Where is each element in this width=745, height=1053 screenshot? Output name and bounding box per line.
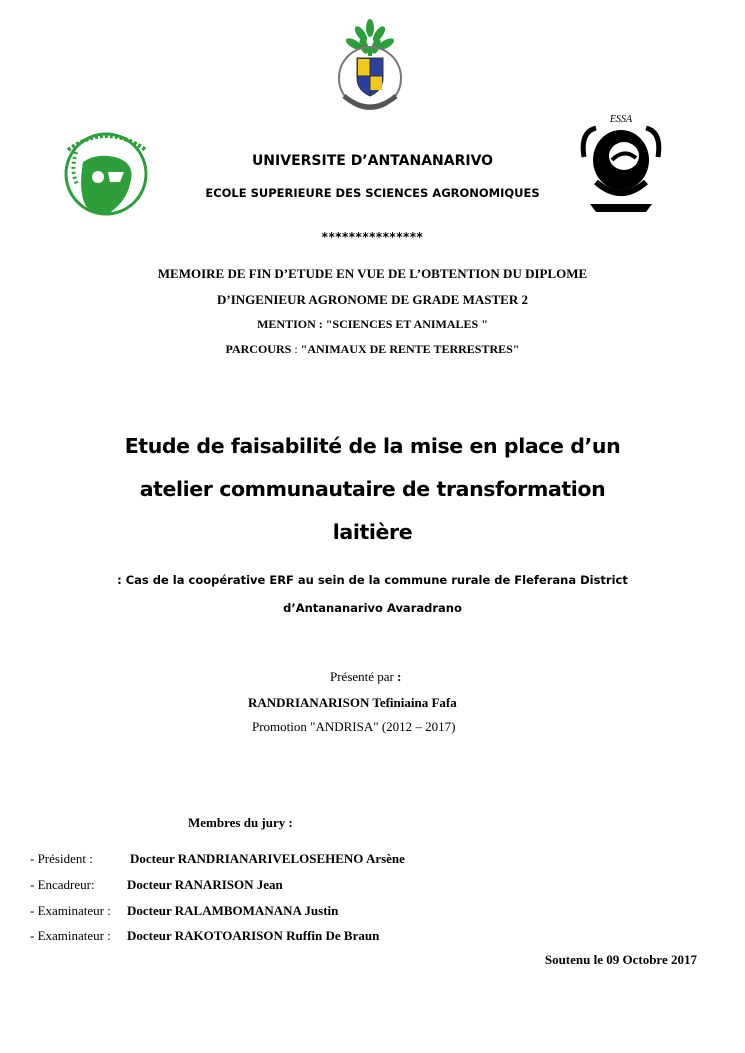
jury-name: Docteur RANDRIANARIVELOSEHENO Arsène xyxy=(130,851,405,866)
jury-member xyxy=(30,928,380,944)
promotion-label: Promotion xyxy=(252,719,311,734)
jury-member xyxy=(30,903,339,919)
jury-name: Docteur RAKOTOARISON Ruffin De Braun xyxy=(127,928,380,943)
essa-logo-text: ESSA xyxy=(609,114,633,125)
jury-title: Membres du jury : xyxy=(188,815,293,830)
school-name: ECOLE SUPERIEURE DES SCIENCES AGRONOMIQUES xyxy=(205,186,540,200)
agronomy-club-logo-icon xyxy=(58,122,158,222)
jury-member xyxy=(30,851,405,867)
promotion-years: (2012 – 2017) xyxy=(378,719,456,734)
promotion-name: "ANDRISA" xyxy=(310,719,379,734)
thesis-subtitle-line-2: d’Antananarivo Avaradrano xyxy=(283,601,462,615)
university-crest-icon xyxy=(330,18,410,118)
separator: *************** xyxy=(321,230,424,244)
memoire-line-1: MEMOIRE DE FIN D’ETUDE EN VUE DE L’OBTENTION DU DIPLOME xyxy=(157,266,588,281)
parcours-separator: : xyxy=(291,342,301,356)
thesis-subtitle-line-1: : Cas de la coopérative ERF au sein de la commune rurale de Fleferana District xyxy=(117,573,628,587)
parcours-value: "ANIMAUX DE RENTE TERRESTRES" xyxy=(300,342,520,356)
jury-name: Docteur RANARISON Jean xyxy=(127,877,283,892)
jury-role: - Encadreur: xyxy=(30,877,95,892)
author-name: RANDRIANARISON Tefiniaina Fafa xyxy=(248,695,457,710)
parcours xyxy=(0,342,745,357)
jury-role: - Président : xyxy=(30,851,93,866)
memoire-line-2: D’INGENIEUR AGRONOME DE GRADE MASTER 2 xyxy=(217,292,528,307)
presented-by-colon: : xyxy=(397,669,402,684)
presented-by-label: Présenté par xyxy=(330,669,398,684)
mention: MENTION : "SCIENCES ET ANIMALES " xyxy=(257,317,488,331)
parcours-label: PARCOURS xyxy=(225,342,292,356)
jury-member xyxy=(30,877,283,893)
jury-role: - Examinateur : xyxy=(30,903,111,918)
jury-role: - Examinateur : xyxy=(30,928,111,943)
defense-date: Soutenu le 09 Octobre 2017 xyxy=(544,952,697,967)
thesis-title-line-2: atelier communautaire de transformation xyxy=(139,477,606,501)
jury-name: Docteur RALAMBOMANANA Justin xyxy=(127,903,339,918)
thesis-title-line-1: Etude de faisabilité de la mise en place d’un xyxy=(124,434,621,458)
thesis-title-line-3: laitière xyxy=(332,520,413,544)
promotion xyxy=(252,719,455,735)
university-name: UNIVERSITE D’ANTANANARIVO xyxy=(251,153,494,169)
presented-by xyxy=(330,669,401,685)
